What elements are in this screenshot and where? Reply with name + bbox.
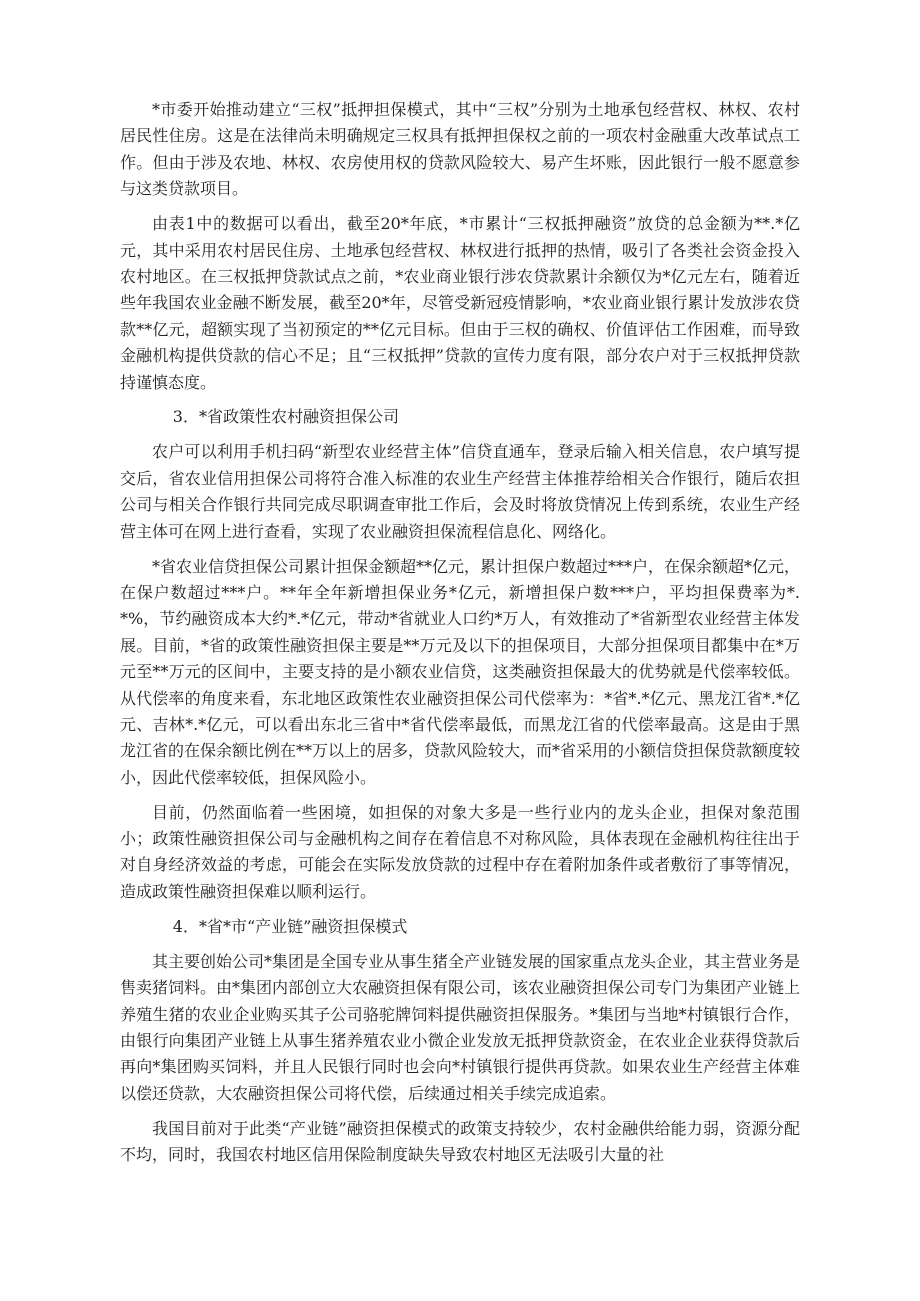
paragraph-table1-analysis: 由表1中的数据可以看出，截至20*年底，*市累计“三权抵押融资”放贷的总金额为**.*亿元，其中采用农村居民住房、土地承包经营权、林权进行抵押的热情，吸引了各类社会资金投入农村地区。在三权抵押贷款试点之前，*农业商业银行涉农贷款累计余额仅为*亿元左右，随着近些年我国农业金融不断发展，截至20*年，尽管受新冠疫情影响，*农业商业银行累计发放涉农贷款**亿元，超额实现了当初预定的**亿元目标。但由于三权的确权、价值评估工作困难，而导致金融机构提供贷款的信心不足；且“三权抵押”贷款的宣传力度有限，部分农户对于三权抵押贷款持谨慎态度。 bbox=[120, 214, 800, 392]
paragraph-current-difficulties: 目前，仍然面临着一些困境，如担保的对象大多是一些行业内的龙头企业，担保对象范围小；政策性融资担保公司与金融机构之间存在着信息不对称风险，具体表现在金融机构往往出于对自身经济效益的考虑，可能会在实际发放贷款的过程中存在着附加条件或者敷衍了事等情况，造成政策性融资担保难以顺利运行。 bbox=[120, 802, 800, 901]
paragraph-policy-support: 我国目前对于此类“产业链”融资担保模式的政策支持较少，农村金融供给能力弱，资源分配不均，同时，我国农村地区信用保险制度缺失导致农村地区无法吸引大量的社 bbox=[120, 1118, 800, 1165]
paragraph-guarantee-statistics: *省农业信贷担保公司累计担保金额超**亿元，累计担保户数超过***户，在保余额超*亿元，在保户数超过***户。**年全年新增担保业务*亿元，新增担保户数***户，平均担保费率为*.*%，节约融资成本大约*.*亿元，带动*省就业人口约*万人，有效推动了*省新型农业经营主体发展。目前，*省的政策性融资担保主要是**万元及以下的担保项目，大部分担保项目都集中在*万元至**万元的区间中，主要支持的是小额农业信贷，这类融资担保最大的优势就是代偿率较低。从代偿率的角度来看，东北地区政策性农业融资担保公司代偿率为：*省*.*亿元、黑龙江省*.*亿元、吉林*.*亿元，可以看出东北三省中*省代偿率最低，而黑龙江省的代偿率最高。这是由于黑龙江省的在保余额比例在**万以上的居多，贷款风险较大，而*省采用的小额信贷担保贷款额度较小，因此代偿率较低，担保风险小。 bbox=[120, 556, 801, 787]
document-body bbox=[120, 97, 800, 1177]
section-heading-3: 3．*省政策性农村融资担保公司 bbox=[172, 407, 399, 427]
paragraph-three-rights-intro: *市委开始推动建立“三权”抵押担保模式，其中“三权”分别为土地承包经营权、林权、农村居民性住房。这是在法律尚未明确规定三权具有抵押担保权之前的一项农村金融重大改革试点工作。但由于涉及农地、林权、农房使用权的贷款风险较大、易产生坏账，因此银行一般不愿意参与这类贷款项目。 bbox=[120, 100, 800, 199]
section-heading-4: 4．*省*市“产业链”融资担保模式 bbox=[172, 916, 408, 936]
paragraph-industry-chain-model: 其主要创始公司*集团是全国专业从事生猪全产业链发展的国家重点龙头企业，其主营业务是售卖猪饲料。由*集团内部创立大农融资担保有限公司，该农业融资担保公司专门为集团产业链上养殖生猪的农业企业购买其子公司骆驼牌饲料提供融资担保服务。*集团与当地*村镇银行合作，由银行向集团产业链上从事生猪养殖农业小微企业发放无抵押贷款资金，在农业企业获得贷款后再向*集团购买饲料，并且人民银行同时也会向*村镇银行提供再贷款。如果农业生产经营主体难以偿还贷款，大农融资担保公司将代偿，后续通过相关手续完成追索。 bbox=[120, 951, 801, 1103]
paragraph-credit-express: 农户可以利用手机扫码“新型农业经营主体”信贷直通车，登录后输入相关信息，农户填写提交后，省农业信用担保公司将符合准入标准的农业生产经营主体推荐给相关合作银行，随后农担公司与相关合作银行共同完成尽职调查审批工作后，会及时将放贷情况上传到系统，农业生产经营主体可在网上进行查看，实现了农业融资担保流程信息化、网络化。 bbox=[120, 442, 800, 541]
